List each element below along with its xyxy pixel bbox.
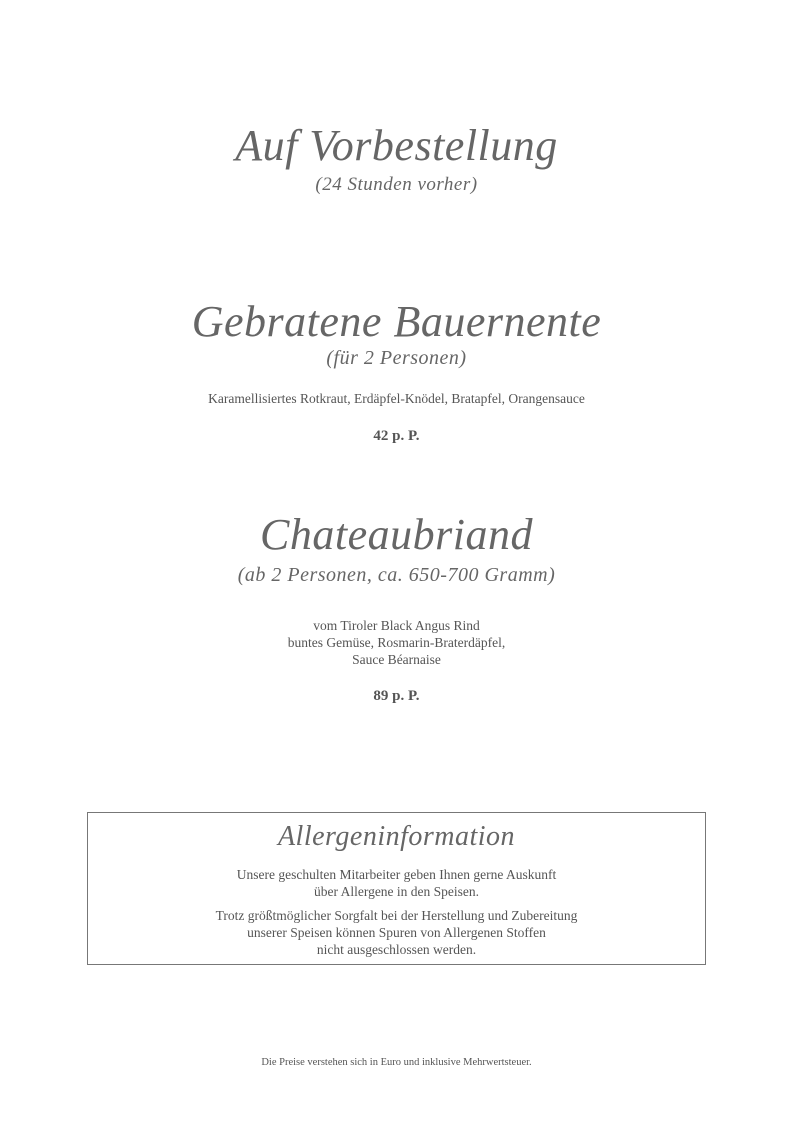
allergen-info-box — [87, 812, 706, 965]
dish-note-ente: (für 2 Personen) — [326, 347, 467, 369]
description-line: buntes Gemüse, Rosmarin-Braterdäpfel, — [287, 635, 506, 650]
dish-note-chateaubriand: (ab 2 Personen, ca. 650-700 Gramm) — [237, 564, 556, 586]
section-subtitle: (24 Stunden vorher) — [315, 174, 478, 195]
description-line: Karamellisiertes Rotkraut, Erdäpfel-Knödel, Bratapfel, Orangensauce — [208, 391, 585, 406]
price-footnote: Die Preise verstehen sich in Euro und inklusive Mehrwertsteuer. — [261, 1057, 532, 1068]
allergen-line: Trotz größtmöglicher Sorgfalt bei der Herstellung und Zubereitung — [215, 908, 578, 923]
allergen-line: Unsere geschulten Mitarbeiter geben Ihnen gerne Auskunft — [236, 867, 557, 882]
dish-description-chateaubriand — [0, 617, 793, 668]
dish-description-ente — [0, 390, 793, 407]
section-title: Auf Vorbestellung — [235, 121, 558, 170]
allergen-line: unserer Speisen können Spuren von Allergenen Stoffen — [247, 925, 546, 940]
allergen-line: über Allergene in den Speisen. — [313, 884, 480, 899]
dish-name-ente: Gebratene Bauernente — [191, 297, 602, 346]
dish-price-chateaubriand: 89 p. P. — [373, 688, 420, 704]
description-line: Sauce Béarnaise — [352, 652, 441, 667]
description-line: vom Tiroler Black Angus Rind — [313, 618, 480, 633]
allergen-paragraph-2 — [88, 907, 705, 958]
allergen-paragraph-1 — [88, 866, 705, 900]
dish-price-ente: 42 p. P. — [373, 428, 420, 444]
allergen-title: Allergeninformation — [277, 821, 516, 852]
allergen-line: nicht ausgeschlossen werden. — [316, 942, 477, 957]
dish-name-chateaubriand: Chateaubriand — [260, 510, 533, 559]
